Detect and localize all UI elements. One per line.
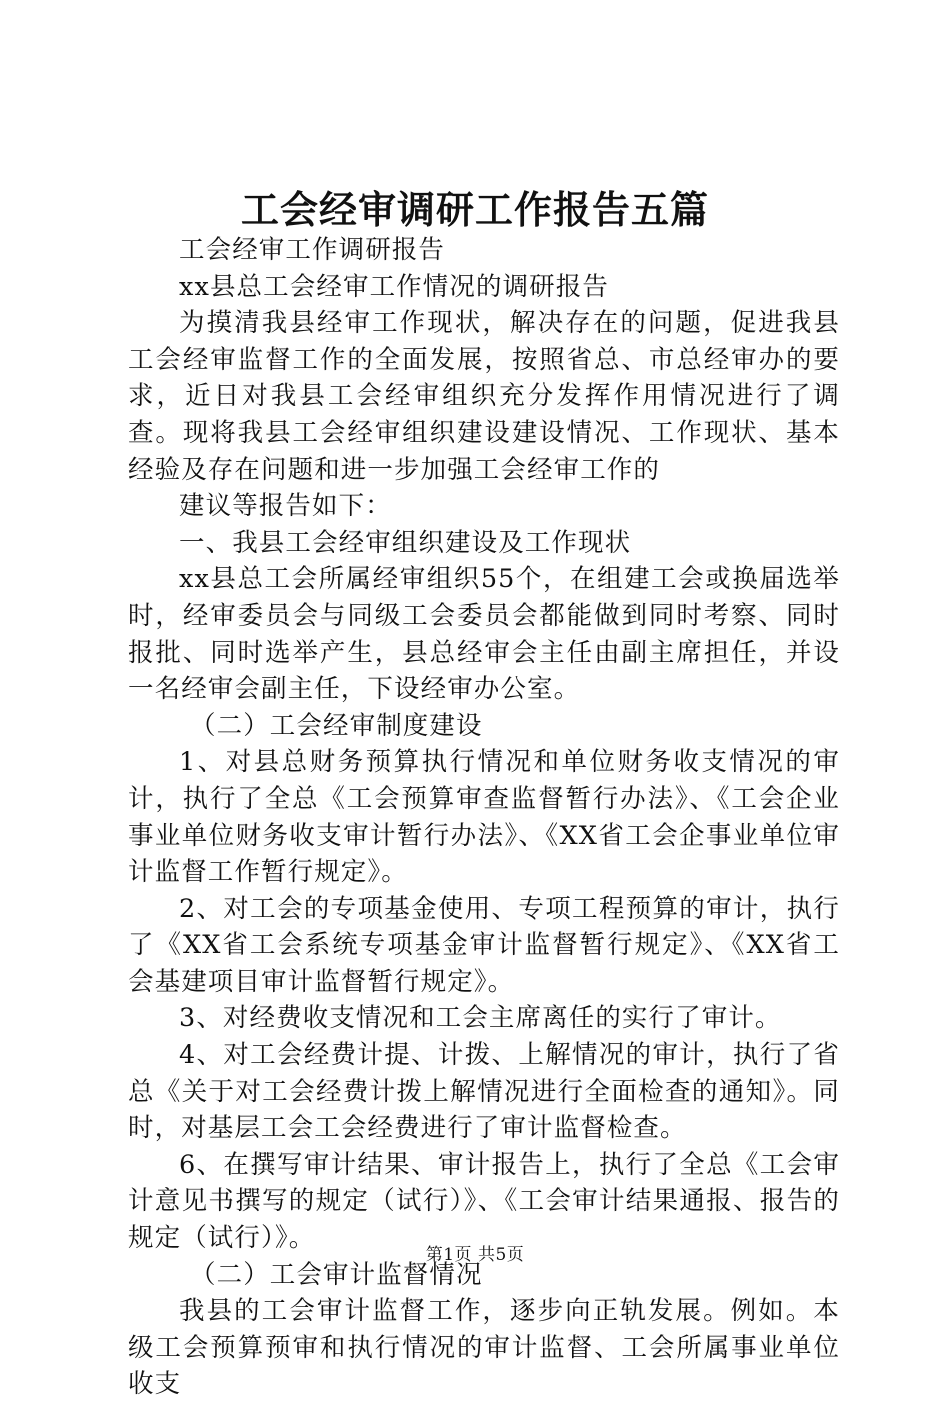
list-item-6: 6、在撰写审计结果、审计报告上，执行了全总《工会审计意见书撰写的规定（试行）》、《工会审计结果通报、报告的规定（试行）》。 bbox=[128, 1149, 840, 1254]
document-title: 工会经审调研工作报告五篇 bbox=[240, 187, 709, 232]
section-heading-2: （二）工会经审制度建设 bbox=[190, 710, 483, 741]
section-heading-3: （二）工会审计监督情况 bbox=[190, 1259, 483, 1290]
paragraph-1: 工会经审工作调研报告 bbox=[179, 235, 446, 265]
paragraph-4: 建议等报告如下： bbox=[179, 491, 392, 522]
paragraph-5: xx县总工会所属经审组织55个，在组建工会或换届选举时，经审委员会与同级工会委员会都能做到同时考察、同时报批、同时选举产生，县总经审会主任由副主席担任，并设一名经审会副主任，下设经审办公室。 bbox=[128, 564, 840, 705]
section-heading-1: 一、我县工会经审组织建设及工作现状 bbox=[179, 527, 632, 558]
paragraph-6: 我县的工会审计监督工作，逐步向正轨发展。例如。本级工会预算预审和执行情况的审计监督、工会所属事业单位收支 bbox=[128, 1296, 840, 1400]
list-item-2: 2、对工会的专项基金使用、专项工程预算的审计，执行了《XX省工会系统专项基金审计监督暂行规定》、《XX省工会基建项目审计监督暂行规定》。 bbox=[128, 893, 840, 997]
list-item-4: 4、对工会经费计提、计拨、上解情况的审计，执行了省总《关于对工会经费计拨上解情况进行全面检查的通知》。同时，对基层工会工会经费进行了审计监督检查。 bbox=[128, 1040, 840, 1144]
paragraph-2: xx县总工会经审工作情况的调研报告 bbox=[179, 271, 609, 302]
list-item-3: 3、对经费收支情况和工会主席离任的实行了审计。 bbox=[179, 1003, 782, 1034]
list-item-1: 1、对县总财务预算执行情况和单位财务收支情况的审计，执行了全总《工会预算审查监督暂行办法》、《工会企业事业单位财务收支审计暂行办法》、《XX省工会企事业单位审计监督工作暂行规定》。 bbox=[128, 747, 840, 888]
paragraph-3: 为摸清我县经审工作现状，解决存在的问题，促进我县工会经审监督工作的全面发展，按照省总、市总经审办的要求，近日对我县工会经审组织充分发挥作用情况进行了调查。现将我县工会经审组织建设建设情况、工作现状、基本经验及存在问题和进一步加强工会经审工作的 bbox=[128, 308, 840, 485]
page-footer: 第1页 共5页 bbox=[425, 1245, 525, 1265]
document-body bbox=[128, 232, 840, 1403]
